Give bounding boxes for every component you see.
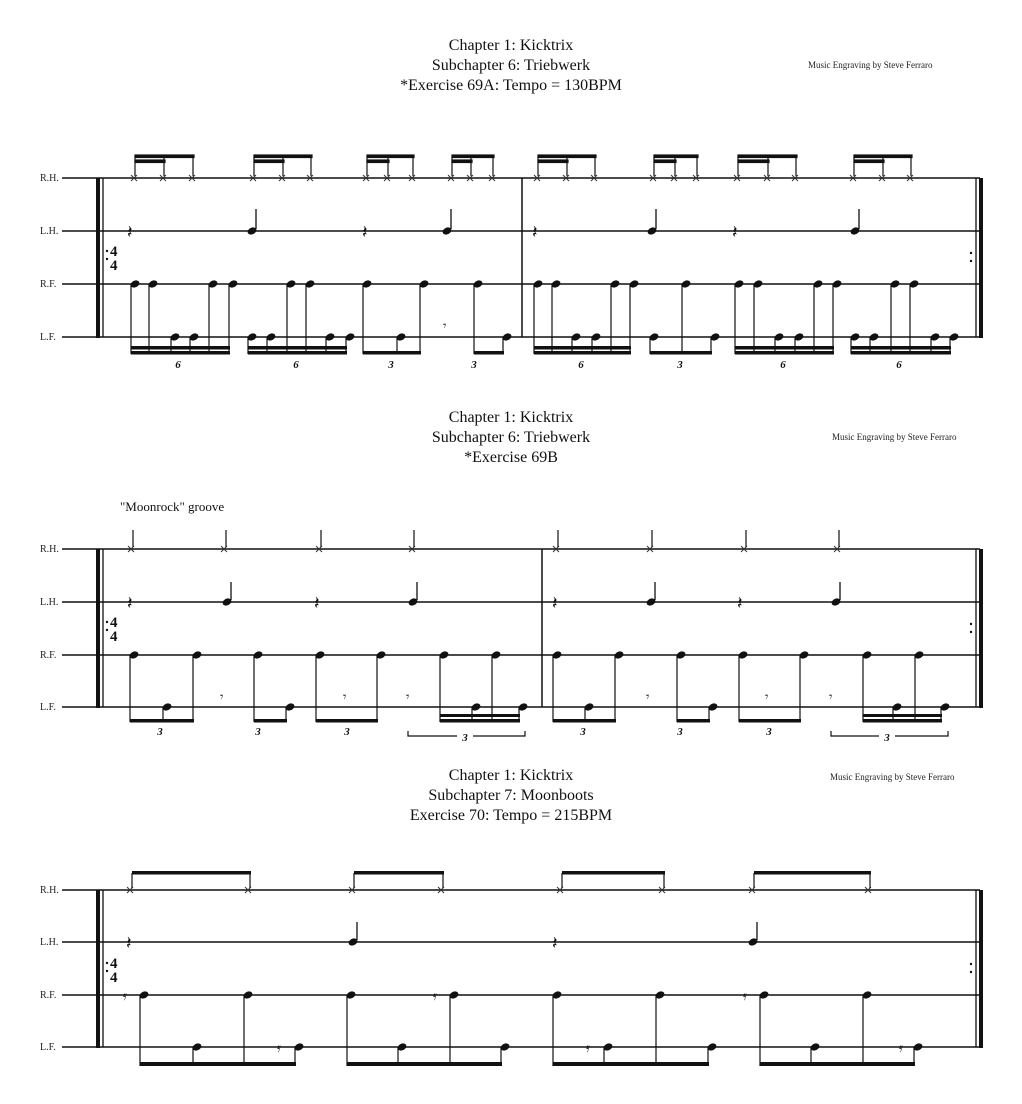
quarter-rest-icon: 𝄽 <box>552 933 558 954</box>
beam <box>440 714 520 717</box>
beam <box>140 1062 296 1066</box>
eighth-rest-icon: 𝄾 <box>765 690 769 705</box>
sixteenth-rest-icon: 𝄿 <box>433 989 437 1004</box>
quarter-rest-icon: 𝄽 <box>532 222 538 243</box>
beam <box>553 719 616 723</box>
beam <box>131 346 230 350</box>
beam <box>131 351 230 355</box>
beam <box>254 155 312 158</box>
svg-text:4: 4 <box>110 244 118 260</box>
tuplet-number: 6 <box>578 359 584 371</box>
beam <box>538 155 596 158</box>
beam <box>863 719 942 723</box>
beam <box>347 1062 502 1066</box>
quarter-rest-icon: 𝄽 <box>737 593 743 614</box>
beam <box>135 160 165 163</box>
svg-text:4: 4 <box>110 956 118 972</box>
beam <box>562 871 665 875</box>
eighth-rest-icon: 𝄾 <box>829 690 833 705</box>
sixteenth-rest-icon: 𝄿 <box>277 1041 281 1056</box>
svg-text:4: 4 <box>110 615 118 631</box>
beam <box>367 155 414 158</box>
tuplet-number: 3 <box>884 732 890 744</box>
beam <box>130 719 194 723</box>
subchapter-title: Subchapter 6: Triebwerk <box>431 429 591 446</box>
exercise-title: *Exercise 69B <box>464 449 558 466</box>
staff-label-rf: R.F. <box>40 279 57 290</box>
staff-label-rf: R.F. <box>40 650 57 661</box>
beam <box>854 160 884 163</box>
staff-label-lf: L.F. <box>40 332 56 343</box>
beam <box>654 155 698 158</box>
tuplet-number: 3 <box>462 732 468 744</box>
groove-annotation: "Moonrock" groove <box>120 499 225 514</box>
repeat-end-barline <box>970 890 983 1048</box>
beam <box>735 346 834 350</box>
beam <box>760 1062 915 1066</box>
beam <box>452 160 472 163</box>
beam <box>677 719 710 723</box>
tuplet-number: 3 <box>344 726 350 738</box>
tuplet-number: 3 <box>388 359 394 371</box>
tuplet-number: 3 <box>677 359 683 371</box>
quarter-rest-icon: 𝄽 <box>552 593 558 614</box>
rh-cymbal-pattern <box>131 155 913 181</box>
beam <box>534 351 631 355</box>
eighth-rest-icon: 𝄾 <box>343 690 347 705</box>
beam <box>248 346 347 350</box>
engraving-credit: Music Engraving by Steve Ferraro <box>808 60 933 70</box>
staff-label-lh: L.H. <box>40 937 59 948</box>
time-signature <box>106 956 118 986</box>
sixteenth-rest-icon: 𝄿 <box>743 989 747 1004</box>
tuplet-number: 3 <box>766 726 772 738</box>
beam <box>739 719 801 723</box>
beam <box>863 714 942 717</box>
staff-label-rh: R.H. <box>40 173 59 184</box>
time-signature <box>106 244 118 274</box>
beam <box>135 155 194 158</box>
repeat-end-barline <box>970 549 983 708</box>
beam <box>452 155 494 158</box>
svg-text:4: 4 <box>110 970 118 986</box>
exercise-69b-notes <box>127 530 951 744</box>
chapter-title: Chapter 1: Kicktrix <box>448 767 574 784</box>
repeat-start-barline <box>96 549 103 708</box>
engraving-credit: Music Engraving by Steve Ferraro <box>830 772 955 782</box>
time-signature <box>106 615 118 645</box>
tuplet-number: 3 <box>255 726 261 738</box>
eighth-rest-icon: 𝄾 <box>646 690 650 705</box>
beam <box>254 160 284 163</box>
beam <box>553 1062 709 1066</box>
tuplet-number: 6 <box>175 359 181 371</box>
beam <box>363 351 421 355</box>
staff-label-rf: R.F. <box>40 990 57 1001</box>
beam <box>851 351 951 355</box>
tuplet-number: 3 <box>471 359 477 371</box>
beam <box>132 871 251 875</box>
staff-label-lh: L.H. <box>40 597 59 608</box>
quarter-rest-icon: 𝄽 <box>362 222 368 243</box>
quarter-rest-icon: 𝄽 <box>127 593 133 614</box>
beam <box>650 351 712 355</box>
sixteenth-rest-icon: 𝄿 <box>586 1041 590 1056</box>
staff-label-rh: R.H. <box>40 885 59 896</box>
beam <box>316 719 378 723</box>
beam <box>851 346 951 350</box>
repeat-end-barline <box>970 178 983 338</box>
beam <box>738 160 769 163</box>
exercise-title: *Exercise 69A: Tempo = 130BPM <box>400 77 622 94</box>
beam <box>534 346 631 350</box>
staff-label-lf: L.F. <box>40 1042 56 1053</box>
staff-label-lf: L.F. <box>40 702 56 713</box>
quarter-rest-icon: 𝄽 <box>126 933 132 954</box>
beam <box>754 871 871 875</box>
tuplet-number: 6 <box>293 359 299 371</box>
tuplet-number: 3 <box>580 726 586 738</box>
subchapter-title: Subchapter 7: Moonboots <box>428 787 594 804</box>
eighth-rest-icon: 𝄾 <box>443 319 447 334</box>
tuplet-number: 6 <box>896 359 902 371</box>
staff-label-rh: R.H. <box>40 544 59 555</box>
tuplet-number: 3 <box>157 726 163 738</box>
quarter-rest-icon: 𝄽 <box>314 593 320 614</box>
chapter-title: Chapter 1: Kicktrix <box>448 409 574 426</box>
system-70 <box>62 890 983 1048</box>
exercise-title: Exercise 70: Tempo = 215BPM <box>409 807 613 824</box>
quarter-rest-icon: 𝄽 <box>127 222 133 243</box>
tuplet-number: 3 <box>677 726 683 738</box>
beam <box>735 351 834 355</box>
beam <box>254 719 287 723</box>
beam <box>248 351 347 355</box>
beam <box>474 351 504 355</box>
staff-label-lh: L.H. <box>40 226 59 237</box>
subchapter-title: Subchapter 6: Triebwerk <box>431 57 591 74</box>
repeat-start-barline <box>96 890 103 1048</box>
eighth-rest-icon: 𝄾 <box>220 690 224 705</box>
repeat-start-barline <box>96 178 103 338</box>
system-69a <box>62 178 983 338</box>
beam <box>538 160 568 163</box>
beam <box>654 160 676 163</box>
engraving-credit: Music Engraving by Steve Ferraro <box>832 432 957 442</box>
exercise-70-notes <box>123 871 924 1066</box>
svg-text:4: 4 <box>110 629 118 645</box>
feet-pattern <box>129 279 959 371</box>
lh-snare-pattern <box>127 209 861 243</box>
sixteenth-rest-icon: 𝄿 <box>123 989 127 1004</box>
chapter-title: Chapter 1: Kicktrix <box>448 37 574 54</box>
beam <box>854 155 912 158</box>
beam <box>738 155 797 158</box>
eighth-rest-icon: 𝄾 <box>406 690 410 705</box>
beam <box>367 160 389 163</box>
svg-text:4: 4 <box>110 258 118 274</box>
sixteenth-rest-icon: 𝄿 <box>899 1041 903 1056</box>
system-69b <box>62 549 983 708</box>
beam <box>440 719 520 723</box>
beam <box>354 871 444 875</box>
tuplet-number: 6 <box>780 359 786 371</box>
quarter-rest-icon: 𝄽 <box>732 222 738 243</box>
